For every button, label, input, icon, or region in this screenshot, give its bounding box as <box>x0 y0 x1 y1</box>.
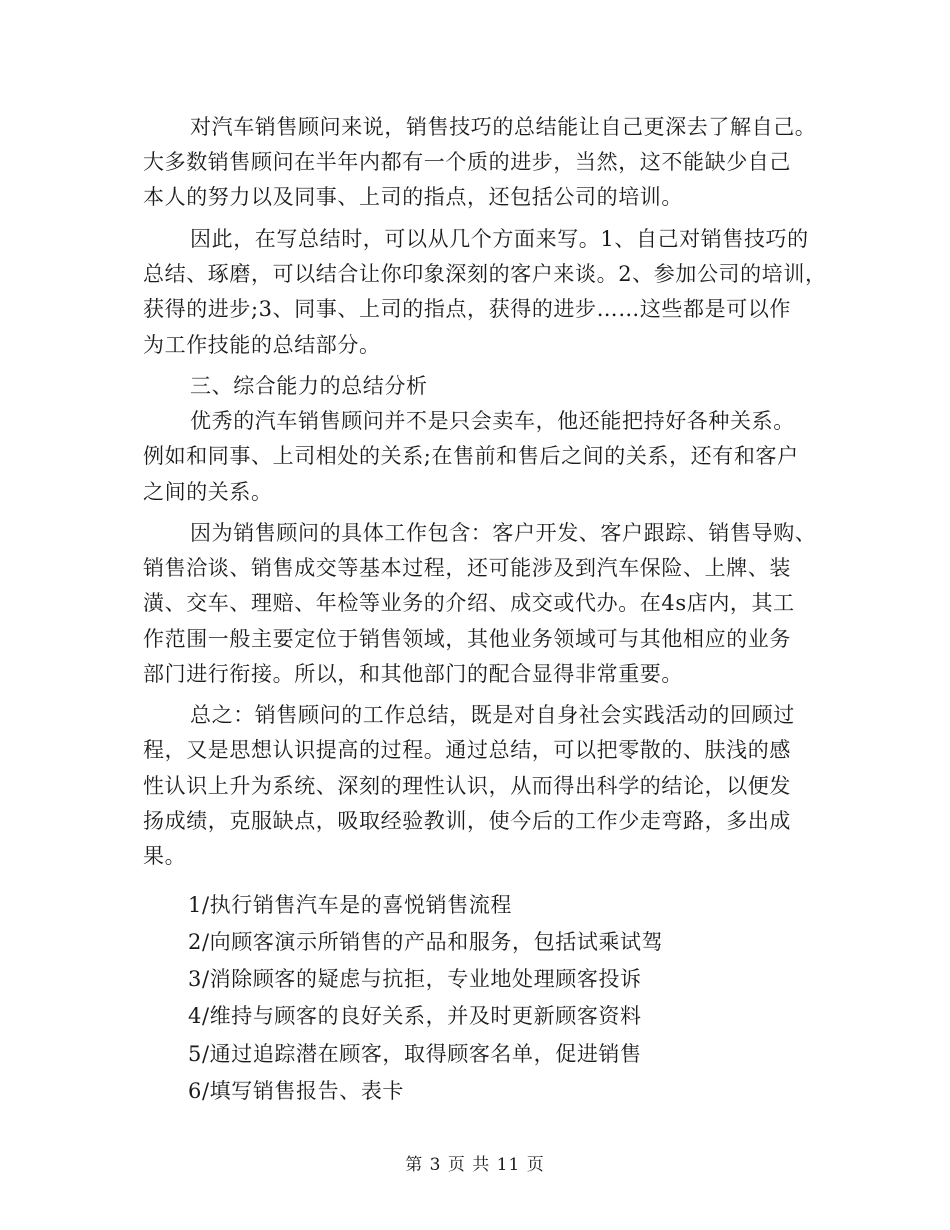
paragraph-5-line-2: 程，又是思想认识提高的过程。通过总结，可以把零散的、肤浅的感 <box>143 738 791 762</box>
paragraph-2-line-1: 因此，在写总结时，可以从几个方面来写。1、自己对销售技巧的 <box>190 227 809 251</box>
list-item-5: 5/通过追踪潜在顾客，取得顾客名单，促进销售 <box>188 1042 642 1066</box>
list-item-2: 2/向顾客演示所销售的产品和服务，包括试乘试驾 <box>188 930 664 954</box>
paragraph-5-line-5: 果。 <box>143 844 187 868</box>
paragraph-5-line-1: 总之：销售顾问的工作总结，既是对自身社会实践活动的回顾过 <box>190 703 795 727</box>
paragraph-3-line-2: 例如和同事、上司相处的关系;在售前和售后之间的关系，还有和客户 <box>143 444 799 468</box>
paragraph-4-line-2: 销售洽谈、销售成交等基本过程，还可能涉及到汽车保险、上牌、装 <box>143 556 791 580</box>
list-item-6: 6/填写销售报告、表卡 <box>188 1079 405 1103</box>
paragraph-4-line-3: 潢、交车、理赔、年检等业务的介绍、成交或代办。在4s店内，其工 <box>143 591 795 615</box>
list-item-1: 1/执行销售汽车是的喜悦销售流程 <box>188 893 513 917</box>
paragraph-4-line-1: 因为销售顾问的具体工作包含：客户开发、客户跟踪、销售导购、 <box>190 521 817 545</box>
paragraph-3-line-1: 优秀的汽车销售顾问并不是只会卖车，他还能把持好各种关系。 <box>190 409 795 433</box>
paragraph-1-line-1: 对汽车销售顾问来说，销售技巧的总结能让自己更深去了解自己。 <box>190 115 817 139</box>
section-heading: 三、综合能力的总结分析 <box>190 374 428 398</box>
paragraph-5-line-4: 扬成绩，克服缺点，吸取经验教训，使今后的工作少走弯路，多出成 <box>143 809 791 833</box>
list-item-4: 4/维持与顾客的良好关系，并及时更新顾客资料 <box>188 1004 642 1028</box>
paragraph-3-line-3: 之间的关系。 <box>143 480 273 504</box>
paragraph-4-line-5: 部门进行衔接。所以，和其他部门的配合显得非常重要。 <box>143 662 683 686</box>
paragraph-2-line-3: 获得的进步;3、同事、上司的指点，获得的进步……这些都是可以作 <box>143 297 792 321</box>
paragraph-4-line-4: 作范围一般主要定位于销售领域，其他业务领域可与其他相应的业务 <box>143 627 791 651</box>
paragraph-1-line-2: 大多数销售顾问在半年内都有一个质的进步，当然，这不能缺少自己 <box>143 150 791 174</box>
paragraph-1-line-3: 本人的努力以及同事、上司的指点，还包括公司的培训。 <box>143 185 683 209</box>
page-number-footer: 第 3 页 共 11 页 <box>405 1155 545 1175</box>
paragraph-2-line-2: 总结、琢磨，可以结合让你印象深刻的客户来谈。2、参加公司的培训， <box>143 262 827 286</box>
paragraph-5-line-3: 性认识上升为系统、深刻的理性认识，从而得出科学的结论，以便发 <box>143 774 791 798</box>
list-item-3: 3/消除顾客的疑虑与抗拒，专业地处理顾客投诉 <box>188 967 642 991</box>
paragraph-2-line-4: 为工作技能的总结部分。 <box>143 333 381 357</box>
